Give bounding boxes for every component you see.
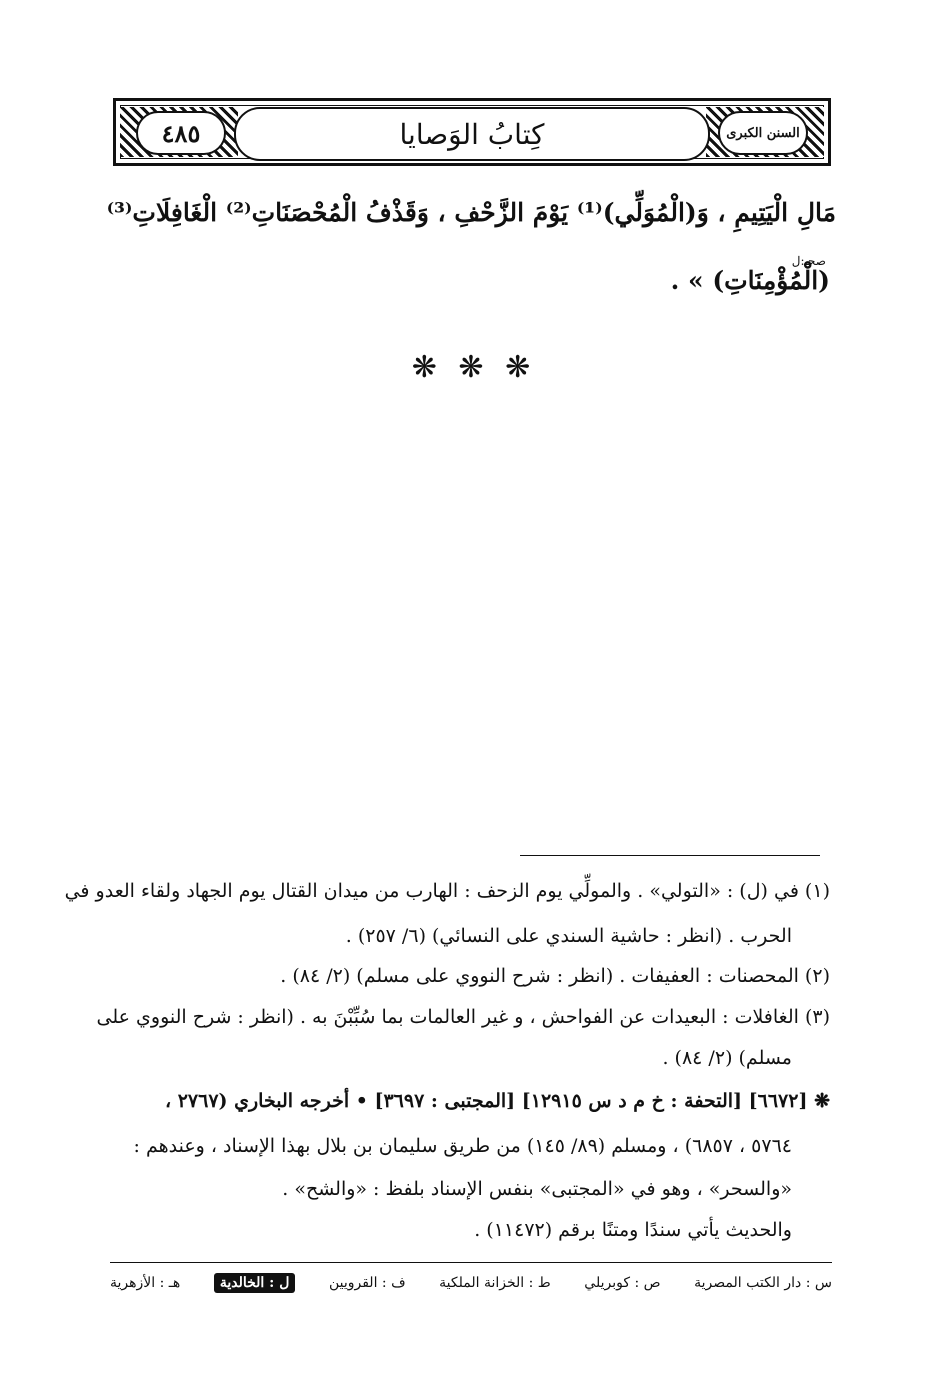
manuscript-annotation: صحـ:ل bbox=[791, 254, 826, 268]
hadith-note-line-4: والحديث يأتي سندًا ومتنًا برقم (١١٤٧٢) . bbox=[474, 1219, 792, 1241]
legend-item-highlighted: ل : الخالدية bbox=[214, 1273, 296, 1293]
footnote-3-cont: مسلم) (٢/ ٨٤) . bbox=[662, 1047, 792, 1069]
legend-item: ط : الخزانة الملكية bbox=[439, 1275, 551, 1291]
legend-item: س : دار الكتب المصرية bbox=[694, 1275, 832, 1291]
footnote-2: (٢) المحصنات : العفيفات . (انظر : شرح النووي على مسلم) (٢/ ٨٤) . bbox=[280, 965, 830, 987]
footnote-1: (١) في (ل) : «التولي» . والمولِّي يوم الزحف : الهارب من ميدان القتال يوم الجهاد ولقاء العدو في bbox=[64, 880, 830, 902]
text-line-1: مَالِ الْيَتِيمِ ، وَ(الْمُوَلِّي)⁽¹⁾ يَوْمَ الزَّحْفِ ، وَقَذْفُ الْمُحْصَنَاتِ⁽²⁾ الْغَافِلَاتِ⁽³⁾ bbox=[106, 198, 836, 227]
footnote-3: (٣) الغافلات : البعيدات عن الفواحش ، و غير العالمات بما سُبِّبْنَ به . (انظر : شرح النووي على bbox=[96, 1006, 830, 1028]
legend-item: هـ : الأزهرية bbox=[110, 1275, 181, 1291]
section-separator: ❋ ❋ ❋ bbox=[411, 350, 537, 385]
legend-item: ف : القرويين bbox=[328, 1275, 406, 1291]
chapter-title: كِتابُ الوَصايا bbox=[234, 107, 710, 161]
hadith-note-line-3: «والسحر» ، وهو في «المجتبى» بنفس الإسناد بلفظ : «والشح» . bbox=[282, 1178, 792, 1200]
page-number: ٤٨٥ bbox=[136, 111, 226, 155]
hadith-reference: ❋ [٦٦٧٢] [التحفة : خ م د س ١٢٩١٥] [المجتبى : ٣٦٩٧] • أخرجه البخاري (٢٧٦٧ ، bbox=[164, 1090, 830, 1112]
footnote-divider bbox=[520, 855, 820, 856]
book-logo: السنن الكبرى bbox=[718, 111, 808, 155]
text-line-2: (الْمُؤْمِنَاتِ) » . bbox=[670, 266, 830, 295]
hadith-note-line-2: ٥٧٦٤ ، ٦٨٥٧) ، ومسلم (٨٩/ ١٤٥) من طريق سليمان بن بلال بهذا الإسناد ، وعندهم : bbox=[133, 1135, 792, 1157]
legend-item: ص : كوبريلي bbox=[584, 1275, 661, 1291]
legend-divider bbox=[110, 1262, 832, 1263]
footnote-1-cont: الحرب . (انظر : حاشية السندي على النسائي) (٦/ ٢٥٧) . bbox=[345, 925, 792, 947]
page-header bbox=[113, 98, 831, 166]
manuscript-legend bbox=[110, 1268, 832, 1298]
